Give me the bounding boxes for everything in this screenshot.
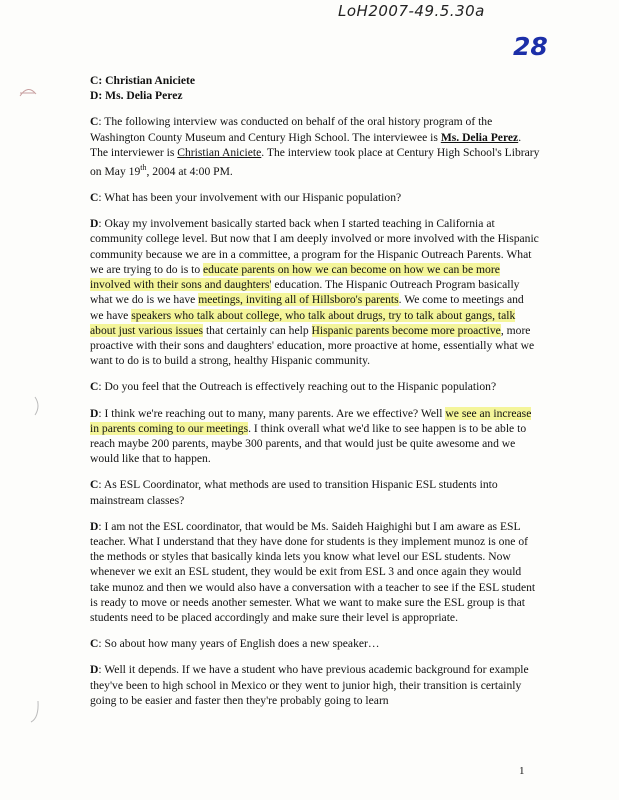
interviewer-name: Christian Aniciete — [177, 145, 262, 159]
speaker-label: D — [90, 406, 99, 420]
paragraph-text: , 2004 at 4:00 PM. — [146, 164, 233, 178]
transcript-body — [90, 73, 540, 719]
speaker-label: D — [90, 663, 99, 677]
paragraph-text: : So about how many years of English does a new speaker… — [98, 637, 380, 651]
transcript-paragraph-question — [90, 379, 540, 394]
hole-punch-mark-bottom — [30, 700, 40, 724]
paragraph-text: . I think overall what we'd like to see happen is to be able to reach maybe 200 parents, maybe 300 parents, and that would just be quite awesome and we would like that to happen. — [90, 421, 527, 466]
speaker-label: C — [90, 115, 99, 129]
page-number: 1 — [519, 765, 525, 777]
speaker-label: D — [90, 519, 99, 533]
transcript-paragraph-answer — [90, 216, 540, 368]
paragraph-text: : Do you feel that the Outreach is effectively reaching out to the Hispanic population? — [98, 380, 497, 394]
transcript-paragraph-answer — [90, 519, 540, 625]
paragraph-text: . The interview took place at Century High School's Library on May 19 — [90, 145, 540, 178]
speaker-label: C — [90, 191, 99, 205]
highlighted-text: Hispanic parents become more proactive — [311, 323, 501, 337]
interviewee-participant: D: Ms. Delia Perez — [90, 89, 183, 103]
handwritten-page-number: 28 — [513, 32, 548, 61]
highlighted-text: educate parents on how we can become on how we can be more involved with their sons and daughters' — [90, 262, 500, 292]
transcript-paragraph-answer — [90, 662, 540, 708]
highlighted-text: we see an increase in parents coming to our meetings — [90, 406, 532, 435]
date-ordinal-suffix: th — [140, 163, 147, 173]
transcript-paragraph-question — [90, 477, 540, 507]
highlighted-text: speakers who talk about college, who talk about drugs, try to talk about gangs, talk about just various issues — [90, 308, 516, 337]
participants-block — [90, 73, 540, 103]
speaker-label: C — [90, 380, 99, 394]
paragraph-text: : Well it depends. If we have a student who have previous academic background for example they've been to high school in Mexico or they went to junior high, their transition is certainly going to be easier and faster then they're probably going to learn — [90, 663, 529, 707]
transcript-paragraph-question — [90, 636, 540, 651]
paragraph-text: education. The Hispanic Outreach Program basically what we do is we have — [90, 278, 520, 307]
speaker-label: C — [90, 637, 99, 651]
interviewee-name: Ms. Delia Perez — [440, 130, 519, 144]
hole-punch-mark-top — [18, 84, 38, 100]
speaker-label: C — [90, 478, 99, 492]
paragraph-text: : What has been your involvement with our Hispanic population? — [98, 191, 402, 205]
hole-punch-mark-middle — [34, 396, 42, 416]
paragraph-text: : The following interview was conducted on behalf of the oral history program of the Washington County Museum and Century High School. The interviewee is — [90, 115, 493, 144]
transcript-paragraph-intro — [90, 114, 540, 179]
paragraph-text: . We come to meetings and we have — [90, 293, 524, 322]
interviewer-participant: C: Christian Aniciete — [90, 74, 195, 87]
highlighted-text: meetings, inviting all of Hillsboro's parents — [198, 293, 399, 307]
paragraph-text: : As ESL Coordinator, what methods are used to transition Hispanic ESL students into mainstream classes? — [90, 478, 498, 507]
paragraph-text: , more proactive with their sons and daughters' education, more proactive at home, essentially what we want to do is to build a strong, healthy Hispanic community. — [90, 323, 535, 368]
paragraph-text: that certainly can help — [203, 323, 312, 337]
paragraph-text: : I am not the ESL coordinator, that would be Ms. Saideh Haighighi but I am aware as ESL teacher. What I understand that they have done for students is they implement munoz is one of the methods or styles that basically kinda lets you know what level our ESL students. Now whenever we exit an ESL student, they would be exit from ESL 3 and once again they would take munoz and then we would also have a conversation with a teacher to see if the ESL student is ready to move or needs another semester. What we want to make sure the ESL group is that students need to be placed accordingly and make sure their level is appropriate. — [90, 519, 536, 624]
accession-number: LoH2007-49.5.30a — [338, 2, 485, 20]
speaker-label: D — [90, 217, 99, 231]
paragraph-text: . The interviewer is — [90, 130, 522, 159]
paragraph-text: : Okay my involvement basically started back when I started teaching in California at community college level. But now that I am deeply involved or more involved with the Hispanic community because we are in a committee, a program for the Hispanic Outreach Parents. What we are trying to do is to — [90, 217, 539, 276]
paragraph-text: : I think we're reaching out to many, many parents. Are we effective? Well — [98, 406, 446, 420]
transcript-paragraph-question — [90, 190, 540, 205]
transcript-paragraph-answer — [90, 406, 540, 467]
